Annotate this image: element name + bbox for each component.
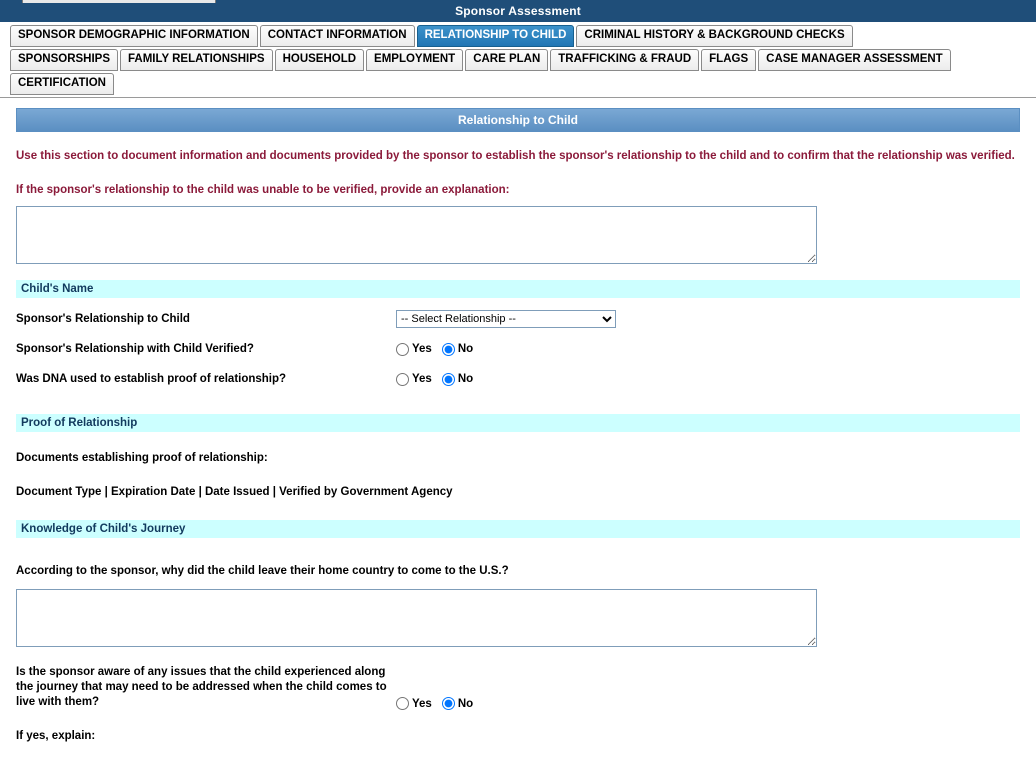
section-header-relationship-to-child: Relationship to Child: [16, 108, 1020, 132]
journey-issues-no-radio[interactable]: [442, 697, 455, 710]
dna-proof-yes-label: Yes: [412, 373, 432, 385]
relationship-to-child-label: Sponsor's Relationship to Child: [16, 312, 190, 325]
relationship-verified-row: [16, 340, 1020, 358]
subheader-childs-name: Child's Name: [16, 280, 1020, 298]
relationship-verified-radio-group: [396, 343, 479, 356]
relationship-verified-yes-radio[interactable]: [396, 343, 409, 356]
journey-issues-no-item[interactable]: [442, 697, 473, 710]
dna-proof-radio-group: [396, 373, 479, 386]
form-content: [0, 108, 1036, 742]
dna-proof-no-label: No: [457, 373, 474, 385]
dna-proof-no-radio[interactable]: [442, 373, 455, 386]
documents-proof-label: Documents establishing proof of relationship:: [16, 452, 268, 464]
tab-trafficking-fraud[interactable]: TRAFFICKING & FRAUD: [550, 49, 699, 71]
tab-contact-information[interactable]: CONTACT INFORMATION: [260, 25, 415, 47]
dna-proof-yes-item[interactable]: [396, 373, 432, 386]
tab-household[interactable]: HOUSEHOLD: [275, 49, 364, 71]
dna-proof-row: [16, 370, 1020, 388]
dna-proof-label: Was DNA used to establish proof of relationship?: [16, 372, 287, 385]
tab-criminal-history-background-checks[interactable]: CRIMINAL HISTORY & BACKGROUND CHECKS: [576, 25, 852, 47]
relationship-verified-no-label: No: [457, 343, 474, 355]
dna-proof-no-item[interactable]: [442, 373, 473, 386]
tab-strip: [0, 22, 1036, 98]
window-title: Sponsor Assessment: [0, 0, 1036, 22]
journey-issues-yes-item[interactable]: [396, 697, 432, 710]
unverified-explanation-prompt: If the sponsor's relationship to the child was unable to be verified, provide an explanation:: [16, 184, 510, 196]
unverified-explanation-textarea[interactable]: [16, 206, 817, 264]
section-instruction: Use this section to document information and documents provided by the sponsor to establish the sponsor's relationship to the child and to confirm that the relationship was verified.: [16, 150, 1015, 162]
journey-issues-radio-group: [396, 697, 479, 710]
tab-row-3: [0, 73, 1036, 95]
relationship-to-child-select[interactable]: [396, 310, 616, 328]
journey-issues-label: Is the sponsor aware of any issues that the child experienced along the journey that may need to be addressed when the child comes to live with them?: [16, 666, 387, 708]
journey-issues-yes-radio[interactable]: [396, 697, 409, 710]
relationship-verified-label: Sponsor's Relationship with Child Verified?: [16, 342, 254, 355]
journey-issues-row: [16, 665, 1020, 710]
tab-employment[interactable]: EMPLOYMENT: [366, 49, 463, 71]
relationship-to-child-row: [16, 310, 1020, 328]
why-left-home-country-textarea[interactable]: [16, 589, 817, 647]
partial-tab-remnant: [22, 0, 216, 3]
tab-sponsorships[interactable]: SPONSORSHIPS: [10, 49, 118, 71]
tab-relationship-to-child[interactable]: RELATIONSHIP TO CHILD: [417, 25, 575, 47]
subheader-proof-of-relationship: Proof of Relationship: [16, 414, 1020, 432]
tab-row-2: [0, 49, 1036, 71]
document-columns-line: Document Type | Expiration Date | Date Issued | Verified by Government Agency: [16, 486, 453, 498]
subheader-knowledge-of-childs-journey: Knowledge of Child's Journey: [16, 520, 1020, 538]
tab-sponsor-demographic-information[interactable]: SPONSOR DEMOGRAPHIC INFORMATION: [10, 25, 258, 47]
tab-flags[interactable]: FLAGS: [701, 49, 756, 71]
relationship-verified-no-item[interactable]: [442, 343, 473, 356]
tab-case-manager-assessment[interactable]: CASE MANAGER ASSESSMENT: [758, 49, 951, 71]
journey-issues-no-label: No: [457, 697, 474, 710]
journey-issues-yes-label: Yes: [412, 697, 432, 710]
relationship-verified-yes-label: Yes: [412, 343, 432, 355]
tab-care-plan[interactable]: CARE PLAN: [465, 49, 548, 71]
tab-certification[interactable]: CERTIFICATION: [10, 73, 114, 95]
tab-family-relationships[interactable]: FAMILY RELATIONSHIPS: [120, 49, 273, 71]
tab-row-1: [0, 25, 1036, 47]
journey-issues-if-yes-label: If yes, explain:: [16, 730, 96, 742]
relationship-verified-no-radio[interactable]: [442, 343, 455, 356]
why-left-home-country-label: According to the sponsor, why did the child leave their home country to come to the U.S.?: [16, 565, 509, 577]
dna-proof-yes-radio[interactable]: [396, 373, 409, 386]
relationship-verified-yes-item[interactable]: [396, 343, 432, 356]
